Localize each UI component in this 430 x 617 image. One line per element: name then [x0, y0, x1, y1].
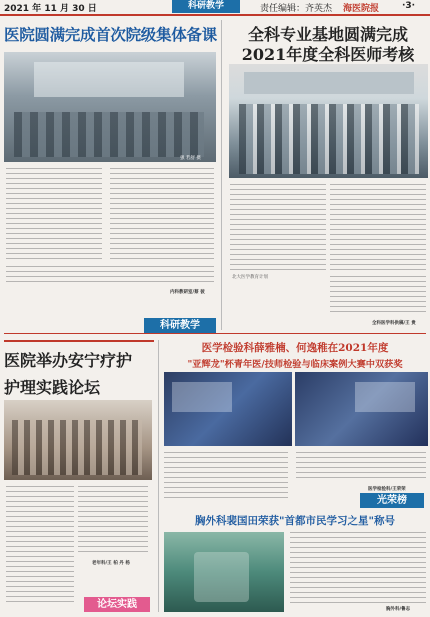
article3-section-tag: 论坛实践 — [84, 597, 150, 612]
column-divider-top — [221, 20, 222, 330]
editor-credit: 责任编辑：齐英杰 — [260, 4, 333, 14]
article2-photo — [229, 64, 428, 178]
article2-caption: 北大医学教育计划 — [232, 275, 268, 280]
article5-body — [290, 532, 426, 604]
row-divider — [4, 333, 426, 334]
article4-title-line1: 医学检验科薛雅楠、何逸稚在2021年度 — [201, 342, 389, 354]
article5-photo — [164, 532, 284, 612]
article5-title: 胸外科裴国田荣获"首都市民学习之星"称号 — [195, 515, 395, 527]
article5-byline: 胸外科/鲁志 — [386, 607, 411, 612]
article2-body-col2 — [330, 184, 426, 272]
article3-title-box — [4, 340, 154, 396]
column-divider-bottom — [158, 340, 159, 612]
article1-title: 医院圆满完成首次院级集体备课 — [4, 25, 217, 44]
article4-photo-left — [164, 372, 292, 446]
article4-body-col2 — [296, 452, 426, 482]
article2-body-col1 — [230, 184, 326, 272]
article1-body-col1 — [6, 168, 102, 263]
section-badge: 科研教学 — [172, 0, 240, 13]
paper-name: 海医院报 — [343, 4, 380, 14]
article4-title-line2: "亚辉龙"杯青年医/技师检验与临床案例大赛中双获奖 — [187, 359, 403, 370]
article1-photo-credit: 强 若舒 摄 — [180, 156, 201, 161]
article3-body-col1 — [6, 486, 74, 606]
article1-body-bottom — [6, 266, 214, 286]
article3-body-col2 — [78, 486, 148, 556]
article1-photo — [4, 52, 216, 162]
article3-byline: 老年科/王 柏 丹 杨 — [92, 561, 130, 566]
article4-body-col1 — [164, 452, 288, 500]
page-header — [0, 0, 430, 16]
article3-title-line2: 护理实践论坛 — [4, 378, 101, 397]
article4-photo-right — [295, 372, 428, 446]
article3-title-line1: 医院举办安宁疗护 — [4, 351, 133, 370]
article4-byline: 医学检验科/王荣荣 — [368, 487, 406, 492]
page-number: ·3· — [402, 1, 416, 11]
article1-byline: 内科教研室/蔡 彼 — [170, 290, 205, 295]
issue-date: 2021 年 11 月 30 日 — [4, 4, 97, 14]
article2-body-lower — [330, 276, 426, 316]
article3-photo — [4, 400, 152, 480]
article1-body-col2 — [110, 168, 214, 263]
article4-section-tag: 光荣榜 — [360, 493, 424, 508]
article2-title-line1: 全科专业基地圆满完成 — [247, 25, 408, 44]
article2-byline: 全科医学科供稿/王 贵 — [372, 321, 416, 326]
article1-section-tag: 科研教学 — [144, 318, 216, 333]
article2-title-line2: 2021年度全科医师考核 — [241, 45, 415, 64]
